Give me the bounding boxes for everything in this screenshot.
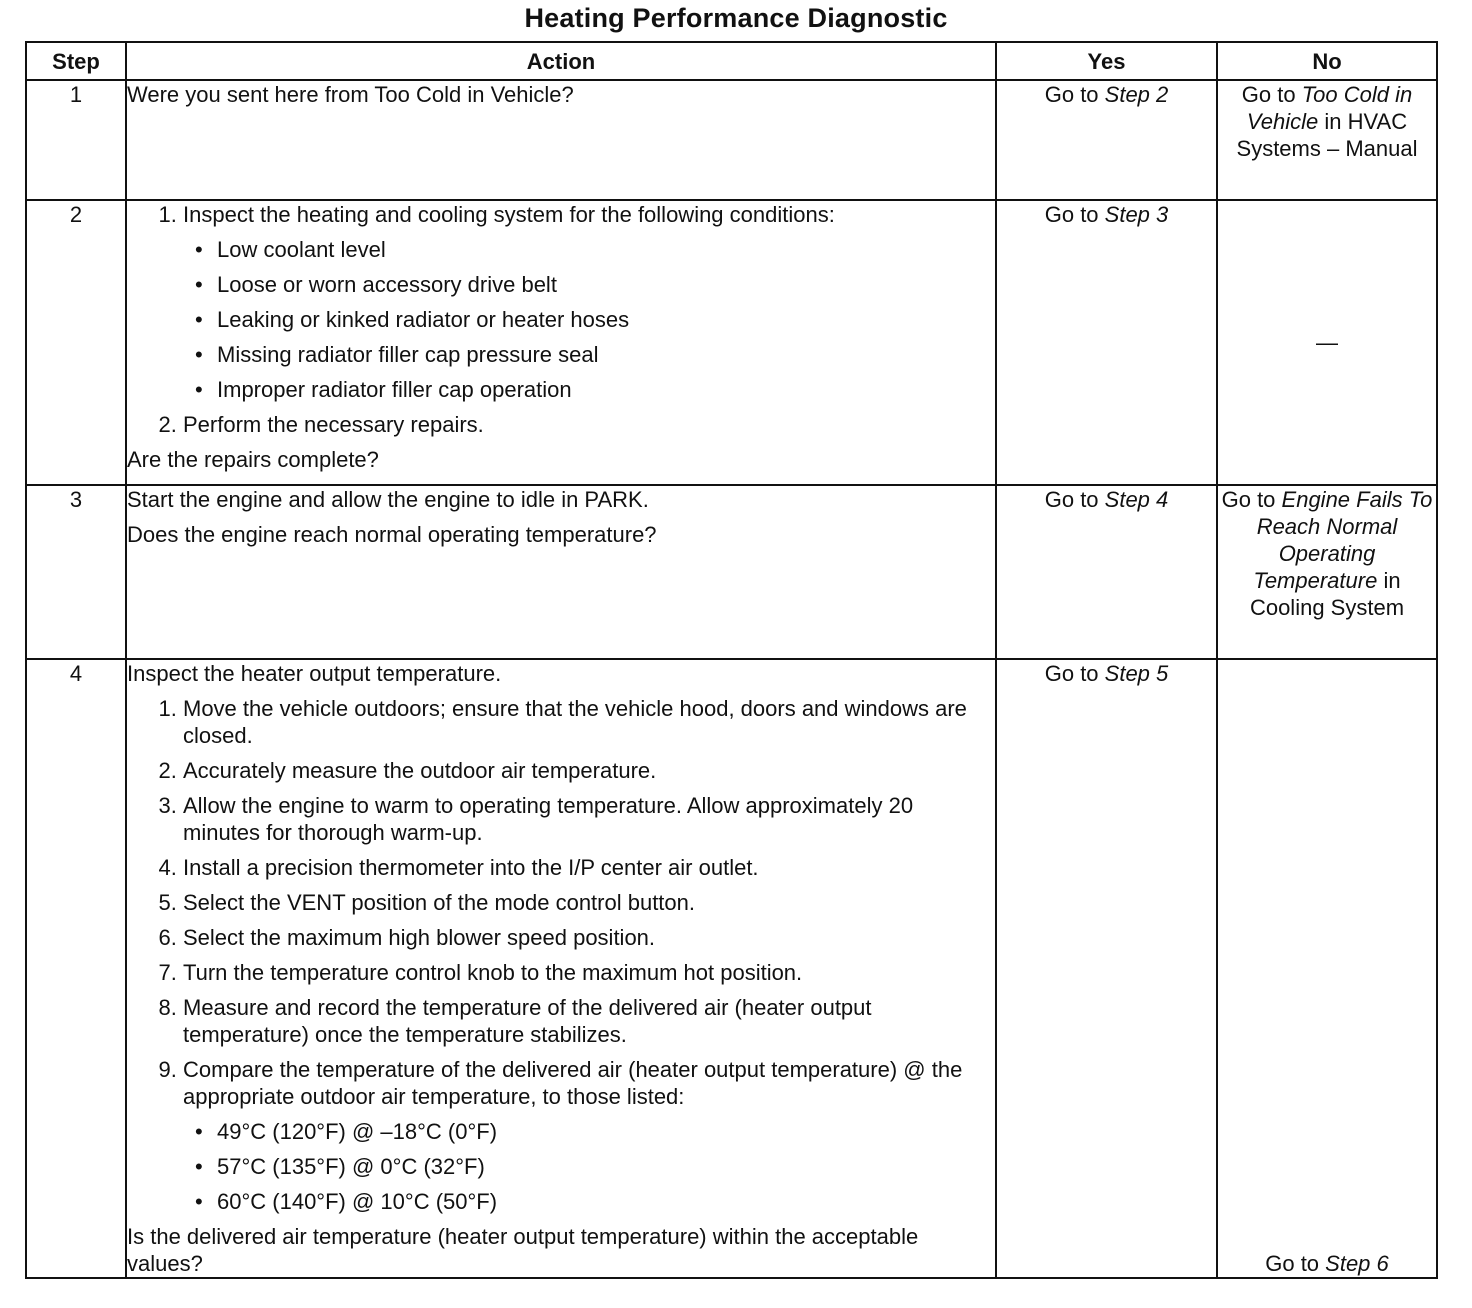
temperature-list: [183, 1118, 995, 1215]
yes-step-ref: Step 4: [1104, 487, 1169, 512]
header-step: Step: [26, 42, 126, 80]
yes-prefix: Go to: [1044, 202, 1105, 227]
list-item: 1. Move the vehicle outdoors; ensure that the vehicle hood, doors and windows are closed.: [183, 695, 995, 749]
yes-cell: [996, 80, 1217, 200]
yes-step-ref: Step 3: [1104, 202, 1169, 227]
yes-prefix: Go to: [1044, 82, 1105, 107]
diagnostic-table: [25, 41, 1438, 1279]
list-item: 8. Measure and record the temperature of the delivered air (heater output temperature) once the temperature stabilizes.: [183, 994, 995, 1048]
no-step-ref: Step 6: [1325, 1251, 1389, 1276]
bullet-item: • 57°C (135°F) @ 0°C (32°F): [217, 1153, 995, 1180]
step-number: 2: [26, 200, 126, 485]
bullet-item: • 49°C (120°F) @ –18°C (0°F): [217, 1118, 995, 1145]
no-ref: Too Cold in Vehicle: [1246, 82, 1413, 134]
table-row-step-4: [26, 659, 1437, 1278]
table-row-step-3: [26, 485, 1437, 659]
bullet-item: • 60°C (140°F) @ 10°C (50°F): [217, 1188, 995, 1215]
yes-cell: [996, 200, 1217, 485]
action-cell: [126, 200, 996, 485]
question-text: Does the engine reach normal operating temperature?: [127, 522, 657, 547]
header-row: [26, 42, 1437, 80]
table-row-step-1: [26, 80, 1437, 200]
list-item: 2. Accurately measure the outdoor air temperature.: [183, 757, 995, 784]
bullet-item: • Low coolant level: [217, 236, 995, 263]
no-cell: [1217, 200, 1437, 485]
list-item: 5. Select the VENT position of the mode control button.: [183, 889, 995, 916]
yes-step-ref: Step 2: [1104, 82, 1169, 107]
action-list: [127, 201, 995, 438]
step-number: 1: [26, 80, 126, 200]
no-prefix: Go to: [1265, 1251, 1326, 1276]
no-cell: [1217, 659, 1437, 1278]
list-item-text: Compare the temperature of the delivered air (heater output temperature) @ the appropriate outdoor air temperature, to those listed:: [183, 1057, 963, 1109]
bullet-item: • Improper radiator filler cap operation: [217, 376, 995, 403]
no-cell: [1217, 485, 1437, 659]
condition-list: [183, 236, 995, 403]
bullet-item: • Missing radiator filler cap pressure seal: [217, 341, 995, 368]
action-cell: [126, 485, 996, 659]
list-item: 6. Select the maximum high blower speed position.: [183, 924, 995, 951]
no-prefix: Go to: [1221, 487, 1282, 512]
intro-text: Inspect the heater output temperature.: [127, 661, 502, 686]
list-item: 7. Turn the temperature control knob to the maximum hot position.: [183, 959, 995, 986]
no-suffix: in HVAC Systems – Manual: [1236, 109, 1418, 161]
action-list: [127, 695, 995, 1215]
no-cell: [1217, 80, 1437, 200]
page-title: Heating Performance Diagnostic: [524, 3, 948, 33]
list-item-text: Inspect the heating and cooling system for the following conditions:: [183, 202, 835, 227]
step-number: 3: [26, 485, 126, 659]
yes-prefix: Go to: [1044, 661, 1105, 686]
yes-prefix: Go to: [1044, 487, 1105, 512]
bullet-item: • Leaking or kinked radiator or heater hoses: [217, 306, 995, 333]
action-text: Start the engine and allow the engine to idle in PARK.: [127, 487, 649, 512]
no-ref: Engine Fails To Reach Normal Operating Temperature: [1253, 487, 1433, 593]
action-text: Were you sent here from Too Cold in Vehicle?: [127, 82, 574, 107]
action-cell: [126, 659, 996, 1278]
list-item: [183, 201, 995, 403]
list-item: 2. Perform the necessary repairs.: [183, 411, 995, 438]
no-suffix: in Cooling System: [1249, 568, 1405, 620]
yes-cell: [996, 659, 1217, 1278]
step-number: 4: [26, 659, 126, 1278]
question-text: Are the repairs complete?: [127, 447, 379, 472]
list-item: 3. Allow the engine to warm to operating temperature. Allow approximately 20 minutes for thorough warm-up.: [183, 792, 995, 846]
header-no: No: [1217, 42, 1437, 80]
yes-step-ref: Step 5: [1104, 661, 1169, 686]
action-cell: [126, 80, 996, 200]
bullet-item: • Loose or worn accessory drive belt: [217, 271, 995, 298]
yes-cell: [996, 485, 1217, 659]
no-dash: —: [1316, 330, 1338, 355]
question-text: Is the delivered air temperature (heater output temperature) within the acceptable values?: [127, 1224, 919, 1276]
header-action: Action: [126, 42, 996, 80]
no-prefix: Go to: [1241, 82, 1302, 107]
list-item: 4. Install a precision thermometer into the I/P center air outlet.: [183, 854, 995, 881]
table-row-step-2: [26, 200, 1437, 485]
header-yes: Yes: [996, 42, 1217, 80]
list-item: [183, 1056, 995, 1215]
